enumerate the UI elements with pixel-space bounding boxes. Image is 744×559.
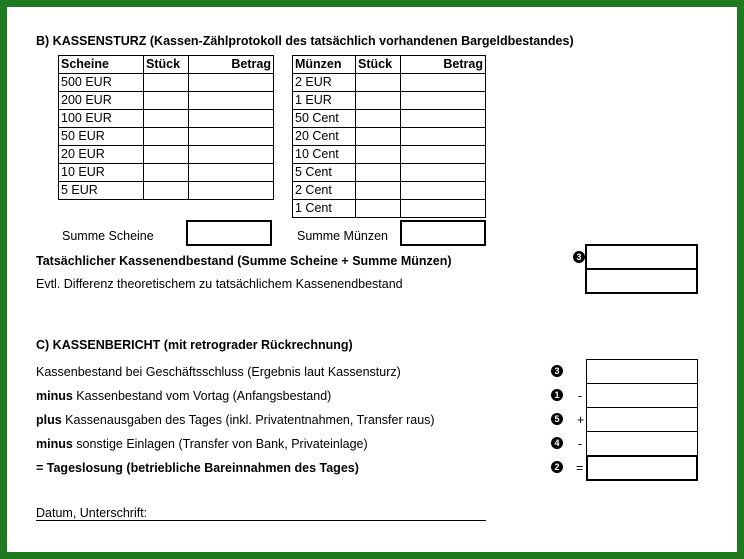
tageslosung-field[interactable] bbox=[586, 455, 698, 481]
einlagen-field[interactable] bbox=[586, 431, 698, 456]
table-row bbox=[293, 164, 486, 182]
section-c-title-bold: C) KASSENBERICHT bbox=[36, 338, 161, 352]
table-row bbox=[59, 164, 274, 182]
scheine-label: 500 EUR bbox=[59, 74, 144, 92]
marker-3-icon: 3 bbox=[551, 365, 563, 377]
betrag-cell[interactable] bbox=[189, 182, 274, 200]
betrag-cell[interactable] bbox=[189, 128, 274, 146]
betrag-cell[interactable] bbox=[189, 92, 274, 110]
signature-line[interactable] bbox=[36, 520, 486, 521]
stueck-cell[interactable] bbox=[144, 182, 189, 200]
table-row bbox=[59, 146, 274, 164]
table-row bbox=[293, 182, 486, 200]
betrag-cell[interactable] bbox=[401, 74, 486, 92]
muenzen-label: 2 Cent bbox=[293, 182, 356, 200]
betrag-cell[interactable] bbox=[401, 164, 486, 182]
muenzen-label: 1 EUR bbox=[293, 92, 356, 110]
table-row bbox=[59, 74, 274, 92]
table-row bbox=[293, 92, 486, 110]
minus-sign: - bbox=[578, 437, 583, 451]
section-c-title-rest: (mit retrograder Rückrechnung) bbox=[160, 338, 353, 352]
summe-muenzen-field[interactable] bbox=[400, 220, 486, 246]
scheine-label: 50 EUR bbox=[59, 128, 144, 146]
muenzen-label: 1 Cent bbox=[293, 200, 356, 218]
section-b-title-rest: (Kassen-Zählprotokoll des tatsächlich vorhandenen Bargeldbestandes) bbox=[146, 34, 574, 48]
scheine-label: 20 EUR bbox=[59, 146, 144, 164]
stueck-cell[interactable] bbox=[356, 182, 401, 200]
row-prefix: minus bbox=[36, 389, 73, 403]
scheine-betrag-header: Betrag bbox=[189, 56, 274, 74]
row-text: sonstige Einlagen (Transfer von Bank, Privateinlage) bbox=[72, 437, 368, 451]
betrag-cell[interactable] bbox=[401, 92, 486, 110]
table-row bbox=[293, 128, 486, 146]
kassenbericht-row-2 bbox=[36, 389, 331, 403]
kassenendbestand-field[interactable] bbox=[585, 244, 698, 270]
muenzen-label: 5 Cent bbox=[293, 164, 356, 182]
stueck-cell[interactable] bbox=[356, 164, 401, 182]
table-row bbox=[293, 74, 486, 92]
kassenbestand-field[interactable] bbox=[586, 359, 698, 384]
betrag-cell[interactable] bbox=[401, 110, 486, 128]
table-row bbox=[293, 146, 486, 164]
muenzen-table bbox=[292, 55, 486, 218]
scheine-label: 100 EUR bbox=[59, 110, 144, 128]
differenz-label: Evtl. Differenz theoretischem zu tatsächlichem Kassenendbestand bbox=[36, 277, 403, 291]
stueck-cell[interactable] bbox=[356, 110, 401, 128]
section-c-title bbox=[36, 338, 353, 352]
row-text: Kassenbestand vom Vortag (Anfangsbestand) bbox=[72, 389, 332, 403]
betrag-cell[interactable] bbox=[189, 74, 274, 92]
stueck-cell[interactable] bbox=[356, 74, 401, 92]
marker-4-icon: 4 bbox=[551, 437, 563, 449]
stueck-cell[interactable] bbox=[144, 110, 189, 128]
section-b-title bbox=[36, 34, 574, 48]
betrag-cell[interactable] bbox=[401, 146, 486, 164]
signature-label: Datum, Unterschrift: bbox=[36, 506, 148, 520]
scheine-label: 200 EUR bbox=[59, 92, 144, 110]
summe-scheine-field[interactable] bbox=[186, 220, 272, 246]
table-row bbox=[59, 182, 274, 200]
kassenbericht-row-4 bbox=[36, 437, 368, 451]
stueck-cell[interactable] bbox=[356, 146, 401, 164]
muenzen-header: Münzen bbox=[293, 56, 356, 74]
table-row bbox=[59, 110, 274, 128]
kassenausgaben-field[interactable] bbox=[586, 407, 698, 432]
stueck-cell[interactable] bbox=[356, 92, 401, 110]
marker-5-icon: 5 bbox=[551, 413, 563, 425]
stueck-cell[interactable] bbox=[144, 164, 189, 182]
muenzen-label: 10 Cent bbox=[293, 146, 356, 164]
scheine-table bbox=[58, 55, 274, 200]
equals-sign: = bbox=[576, 461, 584, 475]
table-row bbox=[293, 200, 486, 218]
anfangsbestand-field[interactable] bbox=[586, 383, 698, 408]
muenzen-label: 50 Cent bbox=[293, 110, 356, 128]
muenzen-stueck-header: Stück bbox=[356, 56, 401, 74]
table-row bbox=[59, 128, 274, 146]
betrag-cell[interactable] bbox=[189, 146, 274, 164]
betrag-cell[interactable] bbox=[401, 128, 486, 146]
marker-2-icon: 2 bbox=[551, 461, 563, 473]
stueck-cell[interactable] bbox=[144, 146, 189, 164]
summe-scheine-label: Summe Scheine bbox=[62, 229, 154, 243]
betrag-cell[interactable] bbox=[401, 182, 486, 200]
differenz-field[interactable] bbox=[585, 268, 698, 294]
table-row bbox=[59, 92, 274, 110]
stueck-cell[interactable] bbox=[356, 128, 401, 146]
scheine-label: 5 EUR bbox=[59, 182, 144, 200]
table-row bbox=[293, 110, 486, 128]
marker-3-icon: 3 bbox=[573, 251, 585, 263]
minus-sign: - bbox=[578, 389, 583, 403]
row-text: Kassenausgaben des Tages (inkl. Privatentnahmen, Transfer raus) bbox=[61, 413, 435, 427]
stueck-cell[interactable] bbox=[144, 92, 189, 110]
tageslosung-label: = Tageslosung (betriebliche Bareinnahmen des Tages) bbox=[36, 461, 359, 475]
row-prefix: plus bbox=[36, 413, 62, 427]
plus-sign: + bbox=[577, 413, 585, 427]
kassenbericht-row-3 bbox=[36, 413, 435, 427]
kassenbericht-row-1 bbox=[36, 365, 401, 379]
summe-muenzen-label: Summe Münzen bbox=[297, 229, 389, 243]
scheine-label: 10 EUR bbox=[59, 164, 144, 182]
row-prefix: minus bbox=[36, 437, 73, 451]
section-b-title-bold: B) KASSENSTURZ bbox=[36, 34, 147, 48]
muenzen-label: 20 Cent bbox=[293, 128, 356, 146]
muenzen-label: 2 EUR bbox=[293, 74, 356, 92]
betrag-cell[interactable] bbox=[189, 110, 274, 128]
kassenendbestand-label: Tatsächlicher Kassenendbestand (Summe Scheine + Summe Münzen) bbox=[36, 254, 452, 268]
form-sheet bbox=[7, 7, 737, 552]
muenzen-betrag-header: Betrag bbox=[401, 56, 486, 74]
stueck-cell[interactable] bbox=[356, 200, 401, 218]
stueck-cell[interactable] bbox=[144, 74, 189, 92]
scheine-header: Scheine bbox=[59, 56, 144, 74]
marker-1-icon: 1 bbox=[551, 389, 563, 401]
row-text: Kassenbestand bei Geschäftsschluss (Ergebnis laut Kassensturz) bbox=[36, 365, 401, 379]
betrag-cell[interactable] bbox=[189, 164, 274, 182]
betrag-cell[interactable] bbox=[401, 200, 486, 218]
scheine-stueck-header: Stück bbox=[144, 56, 189, 74]
stueck-cell[interactable] bbox=[144, 128, 189, 146]
